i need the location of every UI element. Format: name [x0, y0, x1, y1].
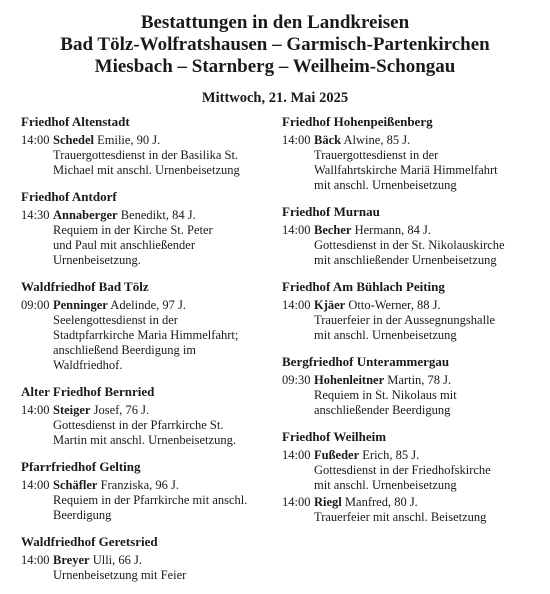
- deceased-name-age: Josef, 76 J.: [93, 403, 150, 417]
- service-detail-line: Seelengottesdienst in der: [53, 313, 178, 327]
- burial-entry: [21, 478, 269, 523]
- deceased-line: [53, 298, 269, 313]
- cemetery-block: [21, 114, 269, 178]
- burial-time: 14:30: [21, 208, 50, 222]
- cemetery-name: Waldfriedhof Bad Tölz: [21, 279, 149, 294]
- deceased-surname: Bäck: [314, 133, 342, 147]
- burial-entry: [21, 553, 269, 583]
- service-detail-line: Wallfahrtskirche Mariä Himmelfahrt: [314, 163, 498, 177]
- service-detail-line: anschließend Beerdigung im: [53, 343, 197, 357]
- service-detail-line: Gottesdienst in der St. Nikolauskirche: [314, 238, 505, 252]
- service-detail-line: Requiem in St. Nikolaus mit: [314, 388, 457, 402]
- deceased-surname: Riegl: [314, 495, 342, 509]
- burial-entry: [282, 133, 542, 193]
- header-title-line-2: Bad Tölz-Wolfratshausen – Garmisch-Partenkirchen: [60, 34, 490, 55]
- cemetery-block: [282, 114, 542, 193]
- deceased-surname: Breyer: [53, 553, 90, 567]
- cemetery-name: Friedhof Antdorf: [21, 189, 117, 204]
- cemetery-name: Friedhof Hohenpeißenberg: [282, 114, 433, 129]
- cemetery-name: Waldfriedhof Geretsried: [21, 534, 158, 549]
- cemetery-block: [282, 279, 542, 343]
- cemetery-name: Friedhof Weilheim: [282, 429, 387, 444]
- cemetery-name: Bergfriedhof Unterammergau: [282, 354, 450, 369]
- page-header: [0, 12, 550, 78]
- burial-entry: [282, 223, 542, 268]
- deceased-line: [53, 403, 269, 418]
- deceased-name-age: Erich, 85 J.: [362, 448, 420, 462]
- deceased-line: [314, 448, 542, 463]
- burial-time: 14:00: [282, 298, 311, 312]
- cemetery-block: [21, 459, 269, 523]
- deceased-surname: Steiger: [53, 403, 91, 417]
- cemetery-block: [21, 279, 269, 373]
- deceased-name-age: Martin, 78 J.: [387, 373, 452, 387]
- service-detail-line: Trauerfeier in der Aussegnungshalle: [314, 313, 496, 327]
- burial-entry: [21, 133, 269, 178]
- deceased-name-age: Emilie, 90 J.: [97, 133, 161, 147]
- deceased-surname: Becher: [314, 223, 352, 237]
- deceased-surname: Fußeder: [314, 448, 360, 462]
- cemetery-block: [282, 429, 542, 525]
- service-detail-line: und Paul mit anschließender: [53, 238, 195, 252]
- service-detail-line: Requiem in der Pfarrkirche mit anschl.: [53, 493, 248, 507]
- cemetery-block: [21, 534, 269, 583]
- service-detail-line: mit anschließender Urnenbeisetzung: [314, 253, 497, 267]
- cemetery-name: Friedhof Am Bühlach Peiting: [282, 279, 445, 294]
- service-detail-line: Beerdigung: [53, 508, 112, 522]
- deceased-surname: Annaberger: [53, 208, 118, 222]
- burial-time: 09:30: [282, 373, 311, 387]
- left-column: [21, 114, 269, 594]
- burial-time: 14:00: [282, 495, 311, 509]
- burial-entry: [282, 298, 542, 343]
- cemetery-name: Friedhof Murnau: [282, 204, 380, 219]
- burial-time: 14:00: [21, 403, 50, 417]
- deceased-surname: Schäfler: [53, 478, 98, 492]
- burial-time: 14:00: [282, 133, 311, 147]
- deceased-line: [314, 373, 542, 388]
- deceased-surname: Hohenleitner: [314, 373, 385, 387]
- cemetery-name: Pfarrfriedhof Gelting: [21, 459, 141, 474]
- burial-time: 14:00: [282, 448, 311, 462]
- burial-time: 14:00: [21, 133, 50, 147]
- deceased-line: [314, 495, 542, 510]
- service-detail-line: Waldfriedhof.: [53, 358, 123, 372]
- deceased-name-age: Benedikt, 84 J.: [120, 208, 196, 222]
- deceased-line: [53, 478, 269, 493]
- service-detail-line: Stadtpfarrkirche Maria Himmelfahrt;: [53, 328, 239, 342]
- service-detail-line: mit anschl. Urnenbeisetzung: [314, 478, 457, 492]
- service-detail-line: Trauerfeier mit anschl. Beisetzung: [314, 510, 487, 524]
- burial-entry: [21, 298, 269, 373]
- service-detail-line: Requiem in der Kirche St. Peter: [53, 223, 213, 237]
- service-detail-line: Martin mit anschl. Urnenbeisetzung.: [53, 433, 236, 447]
- service-detail-line: Urnenbeisetzung mit Feier: [53, 568, 187, 582]
- deceased-line: [314, 133, 542, 148]
- deceased-line: [53, 208, 269, 223]
- service-detail-line: Gottesdienst in der Pfarrkirche St.: [53, 418, 224, 432]
- cemetery-block: [282, 354, 542, 418]
- cemetery-name: Alter Friedhof Bernried: [21, 384, 155, 399]
- burial-entry: [282, 373, 542, 418]
- burial-entry: [282, 448, 542, 493]
- service-detail-line: Urnenbeisetzung.: [53, 253, 141, 267]
- cemetery-name: Friedhof Altenstadt: [21, 114, 130, 129]
- deceased-surname: Penninger: [53, 298, 108, 312]
- deceased-line: [314, 223, 542, 238]
- service-detail-line: mit anschl. Urnenbeisetzung: [314, 178, 457, 192]
- header-title-line-1: Bestattungen in den Landkreisen: [140, 12, 410, 33]
- deceased-surname: Schedel: [53, 133, 94, 147]
- service-detail-line: Trauergottesdienst in der Basilika St.: [53, 148, 239, 162]
- burial-time: 14:00: [21, 553, 50, 567]
- burial-time: 14:00: [282, 223, 311, 237]
- cemetery-block: [21, 189, 269, 268]
- burial-time: 09:00: [21, 298, 50, 312]
- deceased-name-age: Adelinde, 97 J.: [110, 298, 186, 312]
- service-detail-line: mit anschl. Urnenbeisetzung: [314, 328, 457, 342]
- right-column: [282, 114, 542, 536]
- deceased-name-age: Franziska, 96 J.: [100, 478, 180, 492]
- deceased-line: [314, 298, 542, 313]
- deceased-surname: Kjäer: [314, 298, 346, 312]
- service-detail-line: Trauergottesdienst in der: [314, 148, 439, 162]
- cemetery-block: [21, 384, 269, 448]
- burial-entry: [21, 208, 269, 268]
- date-line: Mittwoch, 21. Mai 2025: [201, 90, 349, 106]
- deceased-line: [53, 553, 269, 568]
- burial-entry: [282, 495, 542, 525]
- cemetery-block: [282, 204, 542, 268]
- service-detail-line: Gottesdienst in der Friedhofskirche: [314, 463, 491, 477]
- deceased-name-age: Alwine, 85 J.: [343, 133, 411, 147]
- burial-time: 14:00: [21, 478, 50, 492]
- service-detail-line: anschließender Beerdigung: [314, 403, 451, 417]
- burial-entry: [21, 403, 269, 448]
- deceased-name-age: Ulli, 66 J.: [92, 553, 142, 567]
- header-title-line-3: Miesbach – Starnberg – Weilheim-Schongau: [94, 56, 456, 77]
- deceased-name-age: Otto-Werner, 88 J.: [348, 298, 441, 312]
- service-detail-line: Michael mit anschl. Urnenbeisetzung: [53, 163, 240, 177]
- deceased-name-age: Manfred, 80 J.: [344, 495, 418, 509]
- deceased-line: [53, 133, 269, 148]
- deceased-name-age: Hermann, 84 J.: [354, 223, 431, 237]
